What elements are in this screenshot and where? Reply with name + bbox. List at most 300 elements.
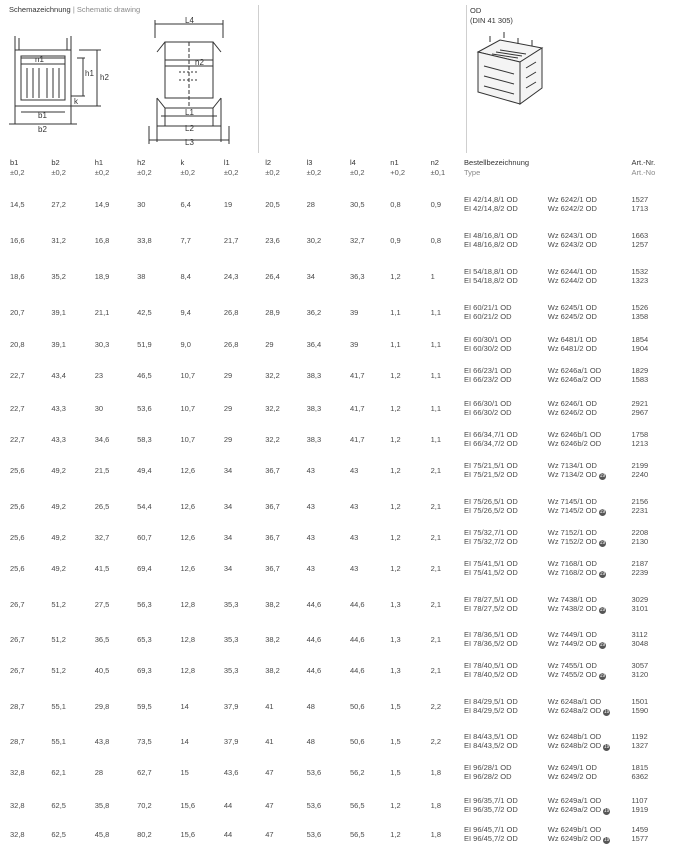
type-code: EI 75/41,5/2 OD	[464, 569, 548, 578]
cell-b2: 49,2	[41, 523, 84, 554]
tool-code-line	[548, 671, 632, 680]
table-row	[0, 656, 675, 692]
cell-l4: 44,6	[340, 656, 380, 692]
cell-tool	[548, 190, 632, 226]
cell-tool	[548, 456, 632, 492]
cell-tool	[548, 492, 632, 523]
type-code: EI 48/16,8/2 OD	[464, 241, 548, 250]
col-header: l4 ±0,2	[340, 158, 380, 190]
tool-code: Wz 6246b/2 OD	[548, 439, 601, 448]
art-number: 1829	[632, 367, 675, 376]
tool-code: Wz 6244/1 OD	[548, 267, 597, 276]
cell-art-no	[632, 791, 675, 820]
cell-n1: 1,5	[380, 692, 420, 727]
cell-art-no	[632, 656, 675, 692]
art-number: 2231	[632, 507, 675, 516]
art-number: 1590	[632, 707, 675, 716]
tool-code: Wz 6242/2 OD	[548, 204, 597, 213]
art-number: 2156	[632, 498, 675, 507]
cell-l2: 32,2	[255, 425, 296, 456]
art-number: 1358	[632, 313, 675, 322]
cell-n1: 1,1	[380, 330, 420, 361]
tool-code-line	[548, 471, 632, 480]
cell-b2: 49,2	[41, 492, 84, 523]
cell-n2: 2,2	[421, 692, 464, 727]
cell-h2: 46,5	[127, 361, 170, 394]
cell-l1: 35,3	[214, 625, 255, 656]
cell-b2: 51,2	[41, 656, 84, 692]
note-marker-icon: 19	[603, 837, 610, 844]
type-code: EI 78/36,5/1 OD	[464, 631, 548, 640]
table-row	[0, 262, 675, 298]
cell-l2: 29	[255, 330, 296, 361]
cell-type	[464, 492, 548, 523]
art-number: 3120	[632, 671, 675, 680]
type-code: EI 84/29,5/2 OD	[464, 707, 548, 716]
tool-code-line	[548, 707, 632, 716]
table-row	[0, 456, 675, 492]
tool-code: Wz 7152/1 OD	[548, 528, 597, 537]
label-l4: L4	[185, 16, 194, 25]
cell-b2: 51,2	[41, 625, 84, 656]
cell-l2: 38,2	[255, 656, 296, 692]
cell-b1: 16,6	[0, 226, 41, 262]
tool-code: Wz 6246/2 OD	[548, 408, 597, 417]
tool-code: Wz 6246/1 OD	[548, 399, 597, 408]
cell-l1: 43,6	[214, 758, 255, 791]
type-code: EI 42/14,8/1 OD	[464, 196, 548, 205]
tool-code: Wz 7449/2 OD	[548, 639, 597, 648]
cell-tool	[548, 425, 632, 456]
tool-code: Wz 7455/1 OD	[548, 661, 597, 670]
cell-l1: 29	[214, 361, 255, 394]
cell-type	[464, 727, 548, 758]
cell-art-no	[632, 625, 675, 656]
cell-l1: 34	[214, 523, 255, 554]
cell-n1: 1,2	[380, 492, 420, 523]
art-number: 1327	[632, 742, 675, 751]
art-number: 3101	[632, 605, 675, 614]
art-number: 1815	[632, 764, 675, 773]
cell-n1: 1,2	[380, 425, 420, 456]
cell-l2: 26,4	[255, 262, 296, 298]
cell-l3: 43	[297, 456, 340, 492]
cell-tool	[548, 758, 632, 791]
cell-l2: 36,7	[255, 523, 296, 554]
cell-l3: 43	[297, 523, 340, 554]
tool-code: Wz 7145/2 OD	[548, 506, 597, 515]
cell-n2: 2,2	[421, 727, 464, 758]
cell-n1: 1,2	[380, 820, 420, 850]
cell-l2: 47	[255, 758, 296, 791]
cell-k: 8,4	[170, 262, 213, 298]
cell-l3: 38,3	[297, 425, 340, 456]
cell-h1: 41,5	[85, 554, 127, 590]
cell-type	[464, 330, 548, 361]
table-row	[0, 298, 675, 330]
col-header: b2 ±0,2	[41, 158, 84, 190]
cell-k: 15,6	[170, 820, 213, 850]
table-row	[0, 820, 675, 850]
cell-l3: 34	[297, 262, 340, 298]
cell-b1: 28,7	[0, 727, 41, 758]
cell-l4: 41,7	[340, 394, 380, 425]
cell-art-no	[632, 361, 675, 394]
cell-h1: 40,5	[85, 656, 127, 692]
tool-code: Wz 6243/2 OD	[548, 240, 597, 249]
cell-b1: 28,7	[0, 692, 41, 727]
tool-code-line	[548, 835, 632, 844]
type-code: EI 96/45,7/1 OD	[464, 826, 548, 835]
cell-l4: 56,2	[340, 758, 380, 791]
art-number: 3048	[632, 640, 675, 649]
type-code: EI 75/21,5/2 OD	[464, 471, 548, 480]
cell-l1: 34	[214, 492, 255, 523]
table-row	[0, 425, 675, 456]
tool-code: Wz 6249b/2 OD	[548, 834, 601, 843]
cell-l1: 21,7	[214, 226, 255, 262]
cell-h2: 58,3	[127, 425, 170, 456]
type-code: EI 60/30/1 OD	[464, 336, 548, 345]
cell-k: 15	[170, 758, 213, 791]
cell-n1: 1,2	[380, 523, 420, 554]
cell-b2: 35,2	[41, 262, 84, 298]
cell-b1: 25,6	[0, 554, 41, 590]
art-header: Art.-Nr. Art.-No	[632, 158, 675, 190]
note-marker-icon: 19	[599, 540, 606, 547]
divider-1	[258, 5, 259, 153]
cell-b1: 25,6	[0, 523, 41, 554]
cell-l2: 38,2	[255, 590, 296, 625]
type-code: EI 54/18,8/2 OD	[464, 277, 548, 286]
cell-n2: 1,8	[421, 820, 464, 850]
tool-code: Wz 7134/2 OD	[548, 470, 597, 479]
cell-l3: 53,6	[297, 758, 340, 791]
label-l1: L1	[185, 108, 194, 117]
cell-l3: 30,2	[297, 226, 340, 262]
cell-h2: 73,5	[127, 727, 170, 758]
cell-l2: 23,6	[255, 226, 296, 262]
table-row	[0, 190, 675, 226]
cell-n1: 1,2	[380, 456, 420, 492]
cell-h2: 59,5	[127, 692, 170, 727]
cell-tool	[548, 226, 632, 262]
cell-h1: 30,3	[85, 330, 127, 361]
type-code: EI 84/43,5/2 OD	[464, 742, 548, 751]
table-row	[0, 590, 675, 625]
cell-n2: 2,1	[421, 456, 464, 492]
cell-b2: 51,2	[41, 590, 84, 625]
cell-l4: 41,7	[340, 425, 380, 456]
type-code: EI 75/21,5/1 OD	[464, 462, 548, 471]
cell-h2: 49,4	[127, 456, 170, 492]
note-marker-icon: 19	[599, 509, 606, 516]
type-code: EI 66/23/1 OD	[464, 367, 548, 376]
type-code: EI 48/16,8/1 OD	[464, 232, 548, 241]
cell-l1: 35,3	[214, 656, 255, 692]
cell-n1: 1,2	[380, 361, 420, 394]
cell-l3: 43	[297, 554, 340, 590]
cell-l3: 44,6	[297, 625, 340, 656]
type-code: EI 75/26,5/1 OD	[464, 498, 548, 507]
cell-h2: 60,7	[127, 523, 170, 554]
cell-l4: 56,5	[340, 791, 380, 820]
cell-n2: 2,1	[421, 656, 464, 692]
label-h2: h2	[100, 73, 109, 82]
cell-type	[464, 820, 548, 850]
cell-n1: 1,5	[380, 758, 420, 791]
label-n1: n1	[35, 55, 44, 64]
cell-type	[464, 262, 548, 298]
tool-code: Wz 6249a/2 OD	[548, 805, 601, 814]
cell-b2: 62,1	[41, 758, 84, 791]
tool-code: Wz 7134/1 OD	[548, 461, 597, 470]
cell-b1: 26,7	[0, 656, 41, 692]
tool-code: Wz 6249/2 OD	[548, 772, 597, 781]
cell-type	[464, 758, 548, 791]
cell-h2: 38	[127, 262, 170, 298]
cell-b1: 22,7	[0, 394, 41, 425]
tool-code: Wz 6249b/1 OD	[548, 825, 601, 834]
cell-type	[464, 226, 548, 262]
cell-l4: 44,6	[340, 625, 380, 656]
cell-k: 14	[170, 692, 213, 727]
art-number: 3112	[632, 631, 675, 640]
cell-l4: 50,6	[340, 692, 380, 727]
tool-code: Wz 6481/1 OD	[548, 335, 597, 344]
cell-type	[464, 554, 548, 590]
cell-h2: 69,3	[127, 656, 170, 692]
tool-code-line	[548, 640, 632, 649]
table-row	[0, 361, 675, 394]
art-number: 1526	[632, 304, 675, 313]
cell-l1: 34	[214, 456, 255, 492]
cell-type	[464, 692, 548, 727]
cell-b1: 22,7	[0, 425, 41, 456]
cell-l1: 34	[214, 554, 255, 590]
tool-code-line	[548, 241, 632, 250]
art-number: 2240	[632, 471, 675, 480]
note-marker-icon: 19	[599, 607, 606, 614]
cell-h1: 14,9	[85, 190, 127, 226]
cell-art-no	[632, 492, 675, 523]
cell-n2: 1,1	[421, 361, 464, 394]
tool-code: Wz 6249a/1 OD	[548, 796, 601, 805]
cell-l3: 43	[297, 492, 340, 523]
cell-l1: 44	[214, 820, 255, 850]
label-b2: b2	[38, 125, 47, 134]
art-number: 1919	[632, 806, 675, 815]
art-number: 1758	[632, 431, 675, 440]
note-marker-icon: 19	[599, 673, 606, 680]
cell-type	[464, 791, 548, 820]
tool-code-line	[548, 277, 632, 286]
cell-l3: 36,2	[297, 298, 340, 330]
cell-b2: 39,1	[41, 330, 84, 361]
table-row	[0, 523, 675, 554]
cell-n2: 2,1	[421, 625, 464, 656]
cell-b2: 39,1	[41, 298, 84, 330]
type-code: EI 60/21/2 OD	[464, 313, 548, 322]
cell-k: 12,8	[170, 625, 213, 656]
tool-code-line	[548, 538, 632, 547]
cell-b1: 20,7	[0, 298, 41, 330]
tool-code: Wz 6243/1 OD	[548, 231, 597, 240]
tool-code: Wz 7168/1 OD	[548, 559, 597, 568]
cell-k: 12,6	[170, 523, 213, 554]
table-row	[0, 758, 675, 791]
cell-k: 14	[170, 727, 213, 758]
cell-b1: 26,7	[0, 625, 41, 656]
cell-l3: 28	[297, 190, 340, 226]
note-marker-icon: 19	[599, 473, 606, 480]
cell-b2: 55,1	[41, 692, 84, 727]
cell-l2: 36,7	[255, 456, 296, 492]
cell-art-no	[632, 298, 675, 330]
art-number: 1583	[632, 376, 675, 385]
tool-code: Wz 7438/2 OD	[548, 604, 597, 613]
cell-b2: 49,2	[41, 456, 84, 492]
tool-code: Wz 6248b/1 OD	[548, 732, 601, 741]
cell-l2: 28,9	[255, 298, 296, 330]
cell-l2: 38,2	[255, 625, 296, 656]
art-number: 1713	[632, 205, 675, 214]
cell-l2: 32,2	[255, 394, 296, 425]
cell-k: 12,6	[170, 554, 213, 590]
cell-n2: 1,8	[421, 791, 464, 820]
variant-heading	[470, 6, 513, 26]
label-h1: h1	[85, 69, 94, 78]
type-code: EI 66/30/2 OD	[464, 409, 548, 418]
cell-h1: 30	[85, 394, 127, 425]
cell-tool	[548, 554, 632, 590]
cell-art-no	[632, 226, 675, 262]
cell-art-no	[632, 425, 675, 456]
cell-n2: 1,1	[421, 298, 464, 330]
cell-l3: 53,6	[297, 820, 340, 850]
cell-b2: 43,4	[41, 361, 84, 394]
table-row	[0, 727, 675, 758]
cell-b1: 14,5	[0, 190, 41, 226]
cell-h1: 16,8	[85, 226, 127, 262]
cell-k: 7,7	[170, 226, 213, 262]
tool-code-line	[548, 773, 632, 782]
cell-l2: 47	[255, 820, 296, 850]
cell-type	[464, 656, 548, 692]
note-marker-icon: 19	[599, 571, 606, 578]
cell-k: 10,7	[170, 425, 213, 456]
cell-n1: 1,3	[380, 590, 420, 625]
tool-code: Wz 7152/2 OD	[548, 537, 597, 546]
cell-h2: 65,3	[127, 625, 170, 656]
table-row	[0, 791, 675, 820]
tool-code: Wz 6248a/1 OD	[548, 697, 601, 706]
cell-l4: 39	[340, 298, 380, 330]
note-marker-icon: 19	[603, 808, 610, 815]
type-code: EI 75/41,5/1 OD	[464, 560, 548, 569]
type-code: EI 78/27,5/2 OD	[464, 605, 548, 614]
col-header: l1 ±0,2	[214, 158, 255, 190]
cell-h2: 70,2	[127, 791, 170, 820]
type-code: EI 78/40,5/2 OD	[464, 671, 548, 680]
cell-h1: 35,8	[85, 791, 127, 820]
cell-h2: 56,3	[127, 590, 170, 625]
tool-code: Wz 6242/1 OD	[548, 195, 597, 204]
cell-h1: 18,9	[85, 262, 127, 298]
cell-l1: 37,9	[214, 727, 255, 758]
cell-tool	[548, 361, 632, 394]
cell-h1: 32,7	[85, 523, 127, 554]
tool-code-line	[548, 345, 632, 354]
art-number: 2921	[632, 400, 675, 409]
label-l2: L2	[185, 124, 194, 133]
cell-art-no	[632, 758, 675, 791]
cell-k: 12,6	[170, 492, 213, 523]
type-code: EI 96/28/2 OD	[464, 773, 548, 782]
cell-type	[464, 361, 548, 394]
cell-h1: 27,5	[85, 590, 127, 625]
cell-b2: 27,2	[41, 190, 84, 226]
cell-b1: 32,8	[0, 791, 41, 820]
tool-code: Wz 6244/2 OD	[548, 276, 597, 285]
cell-l3: 44,6	[297, 590, 340, 625]
cell-l2: 47	[255, 791, 296, 820]
cell-b2: 62,5	[41, 791, 84, 820]
art-number: 1904	[632, 345, 675, 354]
tool-code-line	[548, 742, 632, 751]
table-row	[0, 394, 675, 425]
table-row	[0, 330, 675, 361]
cell-art-no	[632, 820, 675, 850]
col-header: n2 ±0,1	[421, 158, 464, 190]
art-number: 1577	[632, 835, 675, 844]
front-view-drawing	[5, 28, 115, 140]
cell-n2: 1	[421, 262, 464, 298]
label-k: k	[74, 97, 79, 106]
type-code: EI 54/18,8/1 OD	[464, 268, 548, 277]
type-code: EI 96/35,7/1 OD	[464, 797, 548, 806]
type-code: EI 66/30/1 OD	[464, 400, 548, 409]
cell-n2: 1,8	[421, 758, 464, 791]
type-code: EI 66/34,7/2 OD	[464, 440, 548, 449]
type-code: EI 60/30/2 OD	[464, 345, 548, 354]
cell-tool	[548, 791, 632, 820]
col-header: k ±0,2	[170, 158, 213, 190]
type-code: EI 60/21/1 OD	[464, 304, 548, 313]
type-code: EI 96/45,7/2 OD	[464, 835, 548, 844]
type-code: EI 75/32,7/2 OD	[464, 538, 548, 547]
cell-h1: 45,8	[85, 820, 127, 850]
type-code: EI 78/40,5/1 OD	[464, 662, 548, 671]
cell-tool	[548, 625, 632, 656]
cell-l1: 19	[214, 190, 255, 226]
cell-n2: 2,1	[421, 523, 464, 554]
table-row	[0, 625, 675, 656]
cell-h2: 69,4	[127, 554, 170, 590]
tool-code-line	[548, 605, 632, 614]
cell-n1: 1,1	[380, 298, 420, 330]
tool-code-line	[548, 205, 632, 214]
cell-h2: 80,2	[127, 820, 170, 850]
table-row	[0, 554, 675, 590]
cell-l3: 38,3	[297, 361, 340, 394]
tool-code: Wz 7449/1 OD	[548, 630, 597, 639]
label-b1: b1	[38, 111, 47, 120]
cell-n2: 0,9	[421, 190, 464, 226]
tool-code-line	[548, 440, 632, 449]
cell-l1: 29	[214, 425, 255, 456]
cell-l2: 41	[255, 727, 296, 758]
